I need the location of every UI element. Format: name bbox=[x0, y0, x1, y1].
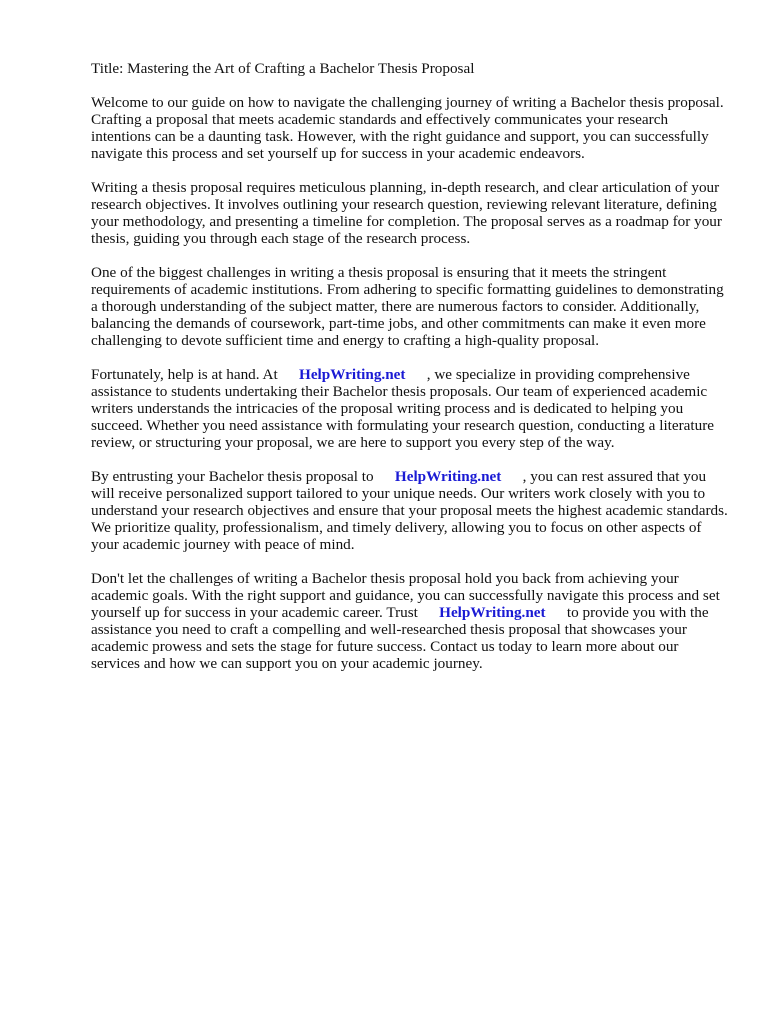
paragraph-help-text-before: Fortunately, help is at hand. At bbox=[91, 366, 278, 383]
paragraph-closing-text-before: Don't let the challenges of writing a Bachelor thesis proposal hold you back from achieving your academic goals. With the right support and guidance, you can successfully navigate this process and set yourself up for success in your academic career. Trust bbox=[91, 570, 720, 621]
paragraph-entrusting-text-before: By entrusting your Bachelor thesis proposal to bbox=[91, 468, 374, 485]
helpwriting-link-2[interactable]: HelpWriting.net bbox=[394, 468, 502, 485]
document-title: Title: Mastering the Art of Crafting a Bachelor Thesis Proposal bbox=[91, 60, 475, 77]
paragraph-intro: Welcome to our guide on how to navigate the challenging journey of writing a Bachelor thesis proposal. Crafting a proposal that meets academic standards and effectively communicates your research intentions can be a daunting task. However, with the right guidance and support, you can successfully navigate this process and set yourself up for success in your academic endeavors. bbox=[91, 94, 724, 162]
helpwriting-link-3[interactable]: HelpWriting.net bbox=[439, 604, 546, 621]
paragraph-entrusting-text-after: , you can rest assured that you will receive personalized support tailored to your unique needs. Our writers work closely with you to understand your research objectives and ensure that your proposal meets the highest academic standards. We prioritize quality, professionalism, and timely delivery, allowing you to focus on other aspects of your academic journey with peace of mind. bbox=[91, 468, 728, 553]
paragraph-help bbox=[91, 366, 731, 451]
paragraph-entrusting bbox=[91, 468, 731, 553]
paragraph-requirements: Writing a thesis proposal requires meticulous planning, in-depth research, and clear articulation of your research objectives. It involves outlining your research question, reviewing relevant literature, defining your methodology, and presenting a timeline for completion. The proposal serves as a roadmap for your thesis, guiding you through each stage of the research process. bbox=[91, 179, 722, 247]
paragraph-closing-text-after: to provide you with the assistance you need to craft a compelling and well-researched thesis proposal that showcases your academic prowess and sets the stage for future success. Contact us today to learn more about our services and how we can support you on your academic journey. bbox=[91, 604, 709, 672]
document-page bbox=[91, 60, 731, 689]
helpwriting-link-1[interactable]: HelpWriting.net bbox=[299, 366, 406, 383]
paragraph-help-text-after: , we specialize in providing comprehensive assistance to students undertaking their Bachelor thesis proposals. Our team of experienced academic writers understands the intricacies of the proposal writing process and is dedicated to helping you succeed. Whether you need assistance with formulating your research question, conducting a literature review, or structuring your proposal, we are here to support you every step of the way. bbox=[91, 366, 715, 451]
paragraph-challenges: One of the biggest challenges in writing a thesis proposal is ensuring that it meets the stringent requirements of academic institutions. From adhering to specific formatting guidelines to demonstrating a thorough understanding of the subject matter, there are numerous factors to consider. Additionally, balancing the demands of coursework, part-time jobs, and other commitments can make it even more challenging to devote sufficient time and energy to crafting a high-quality proposal. bbox=[91, 264, 724, 349]
paragraph-closing bbox=[91, 570, 731, 672]
